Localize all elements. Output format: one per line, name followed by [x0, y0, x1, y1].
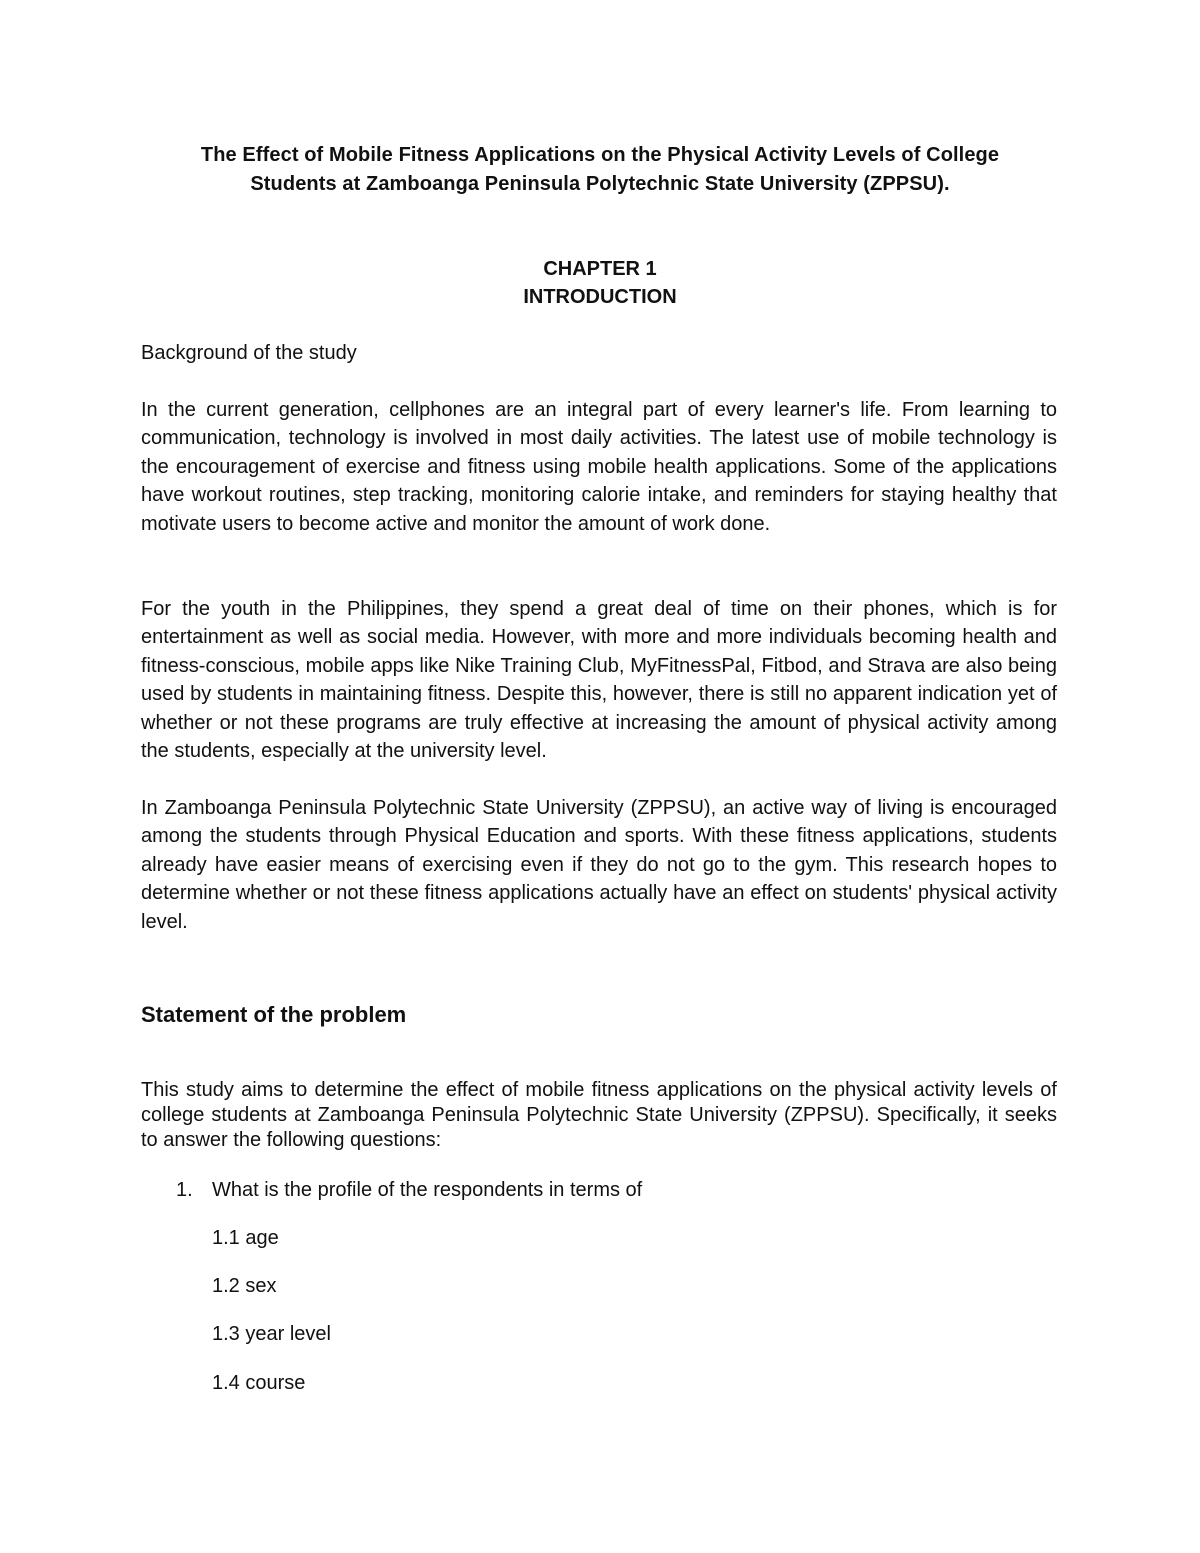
title-line-2: Students at Zamboanga Peninsula Polytechnic State University (ZPPSU). — [250, 173, 950, 195]
chapter-heading — [100, 255, 1100, 311]
chapter-title: INTRODUCTION — [523, 286, 677, 308]
question-item — [176, 1176, 642, 1204]
paragraph-3: In Zamboanga Peninsula Polytechnic State University (ZPPSU), an active way of living is encouraged among the students through Physical Education and sports. With these fitness applications, students already have easier means of exercising even if they do not go to the gym. This research hopes to determine whether or not these fitness applications actually have an effect on students' physical activity level. — [141, 797, 1057, 933]
chapter-number: CHAPTER 1 — [543, 258, 657, 280]
sub-item-course: 1.4 course — [212, 1372, 306, 1394]
question-number: 1. — [176, 1179, 193, 1201]
sub-item-year-level: 1.3 year level — [212, 1323, 331, 1345]
background-label: Background of the study — [141, 342, 357, 364]
document-title — [100, 141, 1100, 199]
paragraph-1: In the current generation, cellphones are an integral part of every learner's life. From learning to communication, technology is involved in most daily activities. The latest use of mobile technology is the encouragement of exercise and fitness using mobile health applications. Some of the applications have workout routines, step tracking, monitoring calorie intake, and reminders for staying healthy that motivate users to become active and monitor the amount of work done. — [141, 399, 1057, 535]
sub-item-age: 1.1 age — [212, 1227, 279, 1249]
title-line-1: The Effect of Mobile Fitness Applications on the Physical Activity Levels of College — [200, 144, 1000, 166]
sub-item-sex: 1.2 sex — [212, 1275, 277, 1297]
statement-paragraph: This study aims to determine the effect of mobile fitness applications on the physical activity levels of college students at Zamboanga Peninsula Polytechnic State University (ZPPSU). Specifically, it seeks to answer the following questions: — [141, 1079, 1057, 1151]
question-text: What is the profile of the respondents in terms of — [212, 1179, 643, 1201]
paragraph-2: For the youth in the Philippines, they spend a great deal of time on their phones, which is for entertainment as well as social media. However, with more and more individuals becoming health and fitness-conscious, mobile apps like Nike Training Club, MyFitnessPal, Fitbod, and Strava are also being used by students in maintaining fitness. Despite this, however, there is still no apparent indication yet of whether or not these programs are truly effective at increasing the amount of physical activity among the students, especially at the university level. — [141, 598, 1057, 763]
statement-heading: Statement of the problem — [141, 1002, 407, 1027]
